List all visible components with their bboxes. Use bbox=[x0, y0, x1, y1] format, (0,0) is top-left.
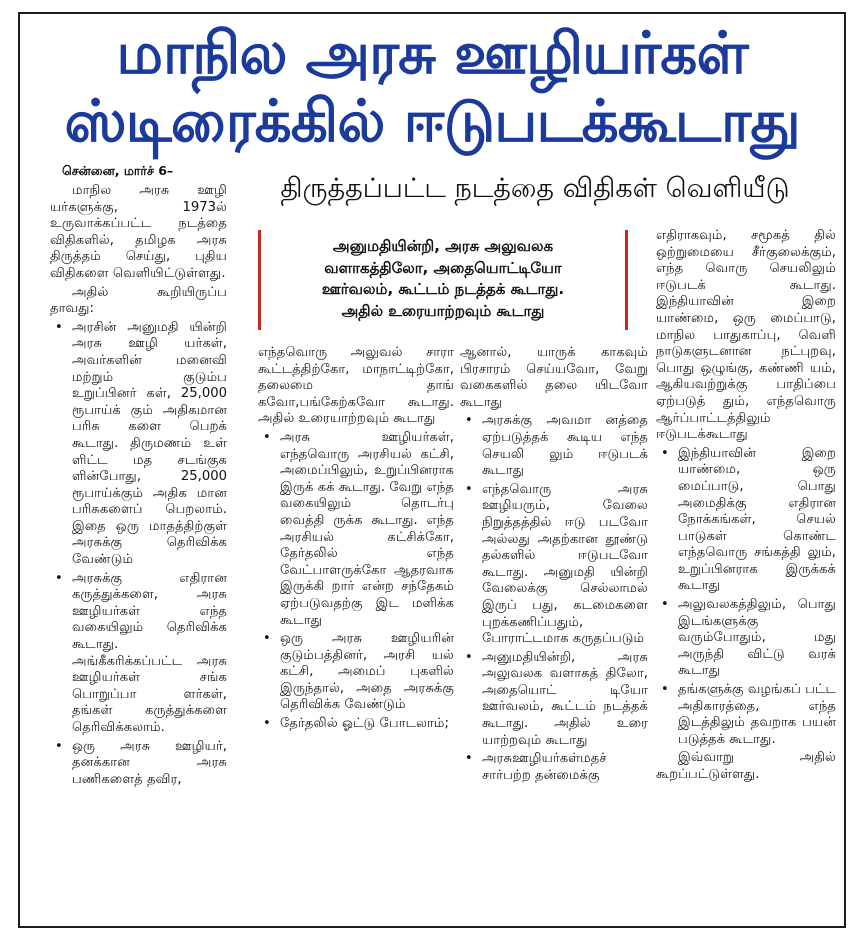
paragraph: ஆனால், யாருக் காகவும் பிரசாரம் செய்யவோ, வேறு வகைகளில் தலை யிடவோ கூடாது bbox=[460, 345, 648, 410]
article-column-1 bbox=[50, 183, 227, 925]
bullet-item: • அரசுஊழியர்கள்மதச் சார்பற்ற தன்மைக்கு bbox=[460, 751, 648, 784]
bullet-item: • எந்தவொரு அரசு ஊழியரும், வேலை நிறுத்தத்தில் ஈடு படவோ அல்லது அதற்கான தூண்டு தல்களில் ஈடுபடவோ கூடாது. அனுமதி யின்றி வேலைக்கு செல்லாமல் இருப் பது, கடமைகளை புறக்கணிப்பதும், போராட்டமாக கருதப்படும் bbox=[460, 482, 648, 648]
bullet-item: • அலுவலகத்திலும், பொது இடங்களுக்கு வரும்போதும், மது அருந்தி விட்டு வரக் கூடாது bbox=[656, 597, 836, 680]
closing-paragraph: இவ்வாறு அதில் கூறப்பட்டுள்ளது. bbox=[656, 750, 836, 782]
bullet-item: • அரசின் அனுமதி யின்றி அரசு ஊழி யர்கள், அவர்களின் மனைவி மற்றும் குடும்ப உறுப்பினர் கள், 25,000 ரூபாய்க் கும் அதிகமான பரிசு களை பெறக் கூடாது. திருமணம் உள் ளிட்ட மத சடங்குக ளின்போது, 25,000 ரூபாய்க்கும் அதிக மான பரிசுகளைப் பெறலாம். இதை ஒரு மாதத்திற்குள் அரசுக்கு தெரிவிக்க வேண்டும் bbox=[50, 320, 227, 569]
bullet-item: • தேர்தலில் ஓட்டு போடலாம்; bbox=[258, 716, 454, 733]
subheadline: திருத்தப்பட்ட நடத்தை விதிகள் வெளியீடு bbox=[280, 173, 790, 204]
bullet-item: • அனுமதியின்றி, அரசு அலுவலக வளாகத் திலோ, அதையொட் டியோ ஊர்வலம், கூட்டம் நடத்தக் கூடாது. அதில் உரை யாற்றவும் கூடாது bbox=[460, 650, 648, 750]
bullet-item: • இந்தியாவின் இறை யாண்மை, ஒரு மைப்பாடு, பொது அமைதிக்கு எதிரான நோக்கங்கள், செயல் பாடுகள் கொண்ட எந்தவொரு சங்கத்தி லும், உறுப்பினராக இருக்கக் கூடாது bbox=[656, 446, 836, 595]
headline-line-2: ஸ்டிரைக்கில் ஈடுபடக்கூடாது bbox=[64, 87, 800, 155]
bullet-item: • அரசுக்கு அவமா னத்தை ஏற்படுத்தக் கூடிய எந்த செயலி லும் ஈடுபடக் கூடாது bbox=[460, 413, 648, 479]
intro-paragraph: மாநில அரசு ஊழி யர்களுக்கு, 1973ல் உருவாக்கப்பட்ட நடத்தை விதிகளில், தமிழக அரசு திருத்தம் செய்து, புதிய விதிகளை வெளியிட்டுள்ளது. bbox=[50, 183, 227, 281]
bullet-item: • ஒரு அரசு ஊழியர், தனக்கான அரசு பணிகளைத் தவிர, bbox=[50, 739, 227, 789]
bullet-item: • அரசுக்கு எதிரான கருத்துக்களை, அரசு ஊழியர்கள் எந்த வகையிலும் தெரிவிக்க கூடாது. அங்கீகரிக்கப்பட்ட அரசு ஊழியர்கள் சங்க பொறுப்பா ளர்கள், தங்கள் கருத்துக்களை தெரிவிக்கலாம். bbox=[50, 571, 227, 737]
article-column-2 bbox=[258, 345, 454, 925]
paragraph: எதிராகவும், சமூகத் தில் ஒற்றுமையை சீர்குலைக்கும், எந்த வொரு செயலிலும் ஈடுபடக் கூடாது. இந்தியாவின் இறை யாண்மை, ஒரு மைப்பாடு, மாநில பாதுகாப்பு, வெளி நாடுகளுடனான நட்புறவு, பொது ஒழுங்கு, கண்ணி யம், ஆகியவற்றுக்கு பாதிப்பை ஏற்படுத் தும், எந்தவொரு ஆர்ப்பாட்டத்திலும் ஈடுபடக்கூடாது bbox=[656, 228, 836, 443]
pull-quote-box bbox=[258, 230, 628, 330]
pull-quote-line: ஊர்வலம், கூட்டம் நடத்தக் கூடாது. bbox=[321, 280, 565, 298]
article-column-3 bbox=[460, 345, 648, 925]
headline-line-1: மாநில அரசு ஊழியர்கள் bbox=[116, 19, 748, 87]
bullet-item: • ஒரு அரசு ஊழியரின் குடும்பத்தினர், அரசி யல் கட்சி, அமைப் புகளில் இருந்தால், அதை அரசுக்கு தெரிவிக்க வேண்டும் bbox=[258, 631, 454, 714]
pull-quote-line: அதில் உரையாற்றவும் கூடாது bbox=[341, 301, 545, 320]
paragraph: எந்தவொரு அலுவல் சாரா கூட்டத்திற்கோ, மாநாட்டிற்கோ, தலைமை தாங் கவோ,பங்கேற்கவோ கூடாது. அதில் உரையாற்றவும் கூடாது bbox=[258, 345, 454, 427]
pull-quote-line: அனுமதியின்றி, அரசு அலுவலக bbox=[332, 237, 554, 255]
lead-paragraph: அதில் கூறியிருப்ப தாவது: bbox=[50, 284, 227, 317]
bullet-item: • அரசு ஊழியர்கள், எந்தவொரு அரசியல் கட்சி, அமைப்பிலும், உறுப்பினராக இருக் கக் கூடாது. வேறு எந்த வகையிலும் தொடர்பு வைத்தி ருக்க கூடாது. எந்த அரசியல் கட்சிக்கோ, தேர்தலில் எந்த வேட்பாளருக்கோ ஆதரவாக இருக்கி றார் என்ற சந்தேகம் ஏற்படுவதற்கு இட மளிக்க கூடாது bbox=[258, 430, 454, 629]
bullet-item: • தங்களுக்கு வழங்கப் பட்ட அதிகாரத்தை, எந்த இடத்திலும் தவறாக பயன் படுத்தக் கூடாது. bbox=[656, 682, 836, 748]
article-column-4 bbox=[656, 228, 836, 925]
dateline: சென்னை, மார்ச் 6– bbox=[62, 163, 174, 178]
pull-quote-line: வளாகத்திலோ, அதையொட்டியோ bbox=[324, 258, 562, 277]
